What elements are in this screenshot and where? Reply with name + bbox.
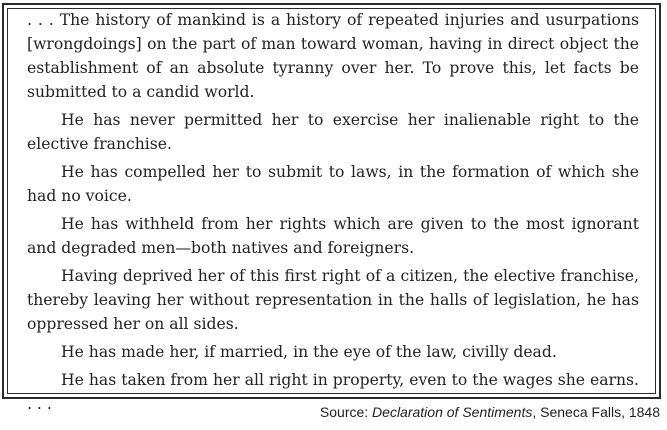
source-suffix: , Seneca Falls, 1848 [532, 404, 660, 420]
source-prefix: Source: [319, 404, 373, 420]
excerpt-text [27, 8, 639, 420]
excerpt-paragraph-7: He has taken from her all right in property, even to the wages she earns. . . . [27, 371, 639, 413]
excerpt-paragraph-3: He has compelled her to submit to laws, in the formation of which she had no voice. [27, 163, 639, 205]
excerpt-paragraph-2: He has never permitted her to exercise her inalienable right to the elective franchise. [27, 111, 639, 153]
excerpt-paragraph-5: Having deprived her of this first right of a citizen, the elective franchise, thereby leaving her without representation in the halls of legislation, he has oppressed her on all sides. [27, 267, 639, 333]
excerpt-paragraph-6: He has made her, if married, in the eye of the law, civilly dead. [61, 343, 557, 361]
excerpt-paragraph-4: He has withheld from her rights which are given to the most ignorant and degraded men—both natives and foreigners. [27, 215, 639, 257]
source-title: Declaration of Sentiments [372, 404, 533, 420]
source-citation [320, 404, 660, 420]
excerpt-paragraph-1: . . . The history of mankind is a history of repeated injuries and usurpations [wrongdoings] on the part of man toward woman, having in direct object the establishment of an absolute tyranny over her. To prove this, let facts be submitted to a candid world. [27, 11, 639, 101]
